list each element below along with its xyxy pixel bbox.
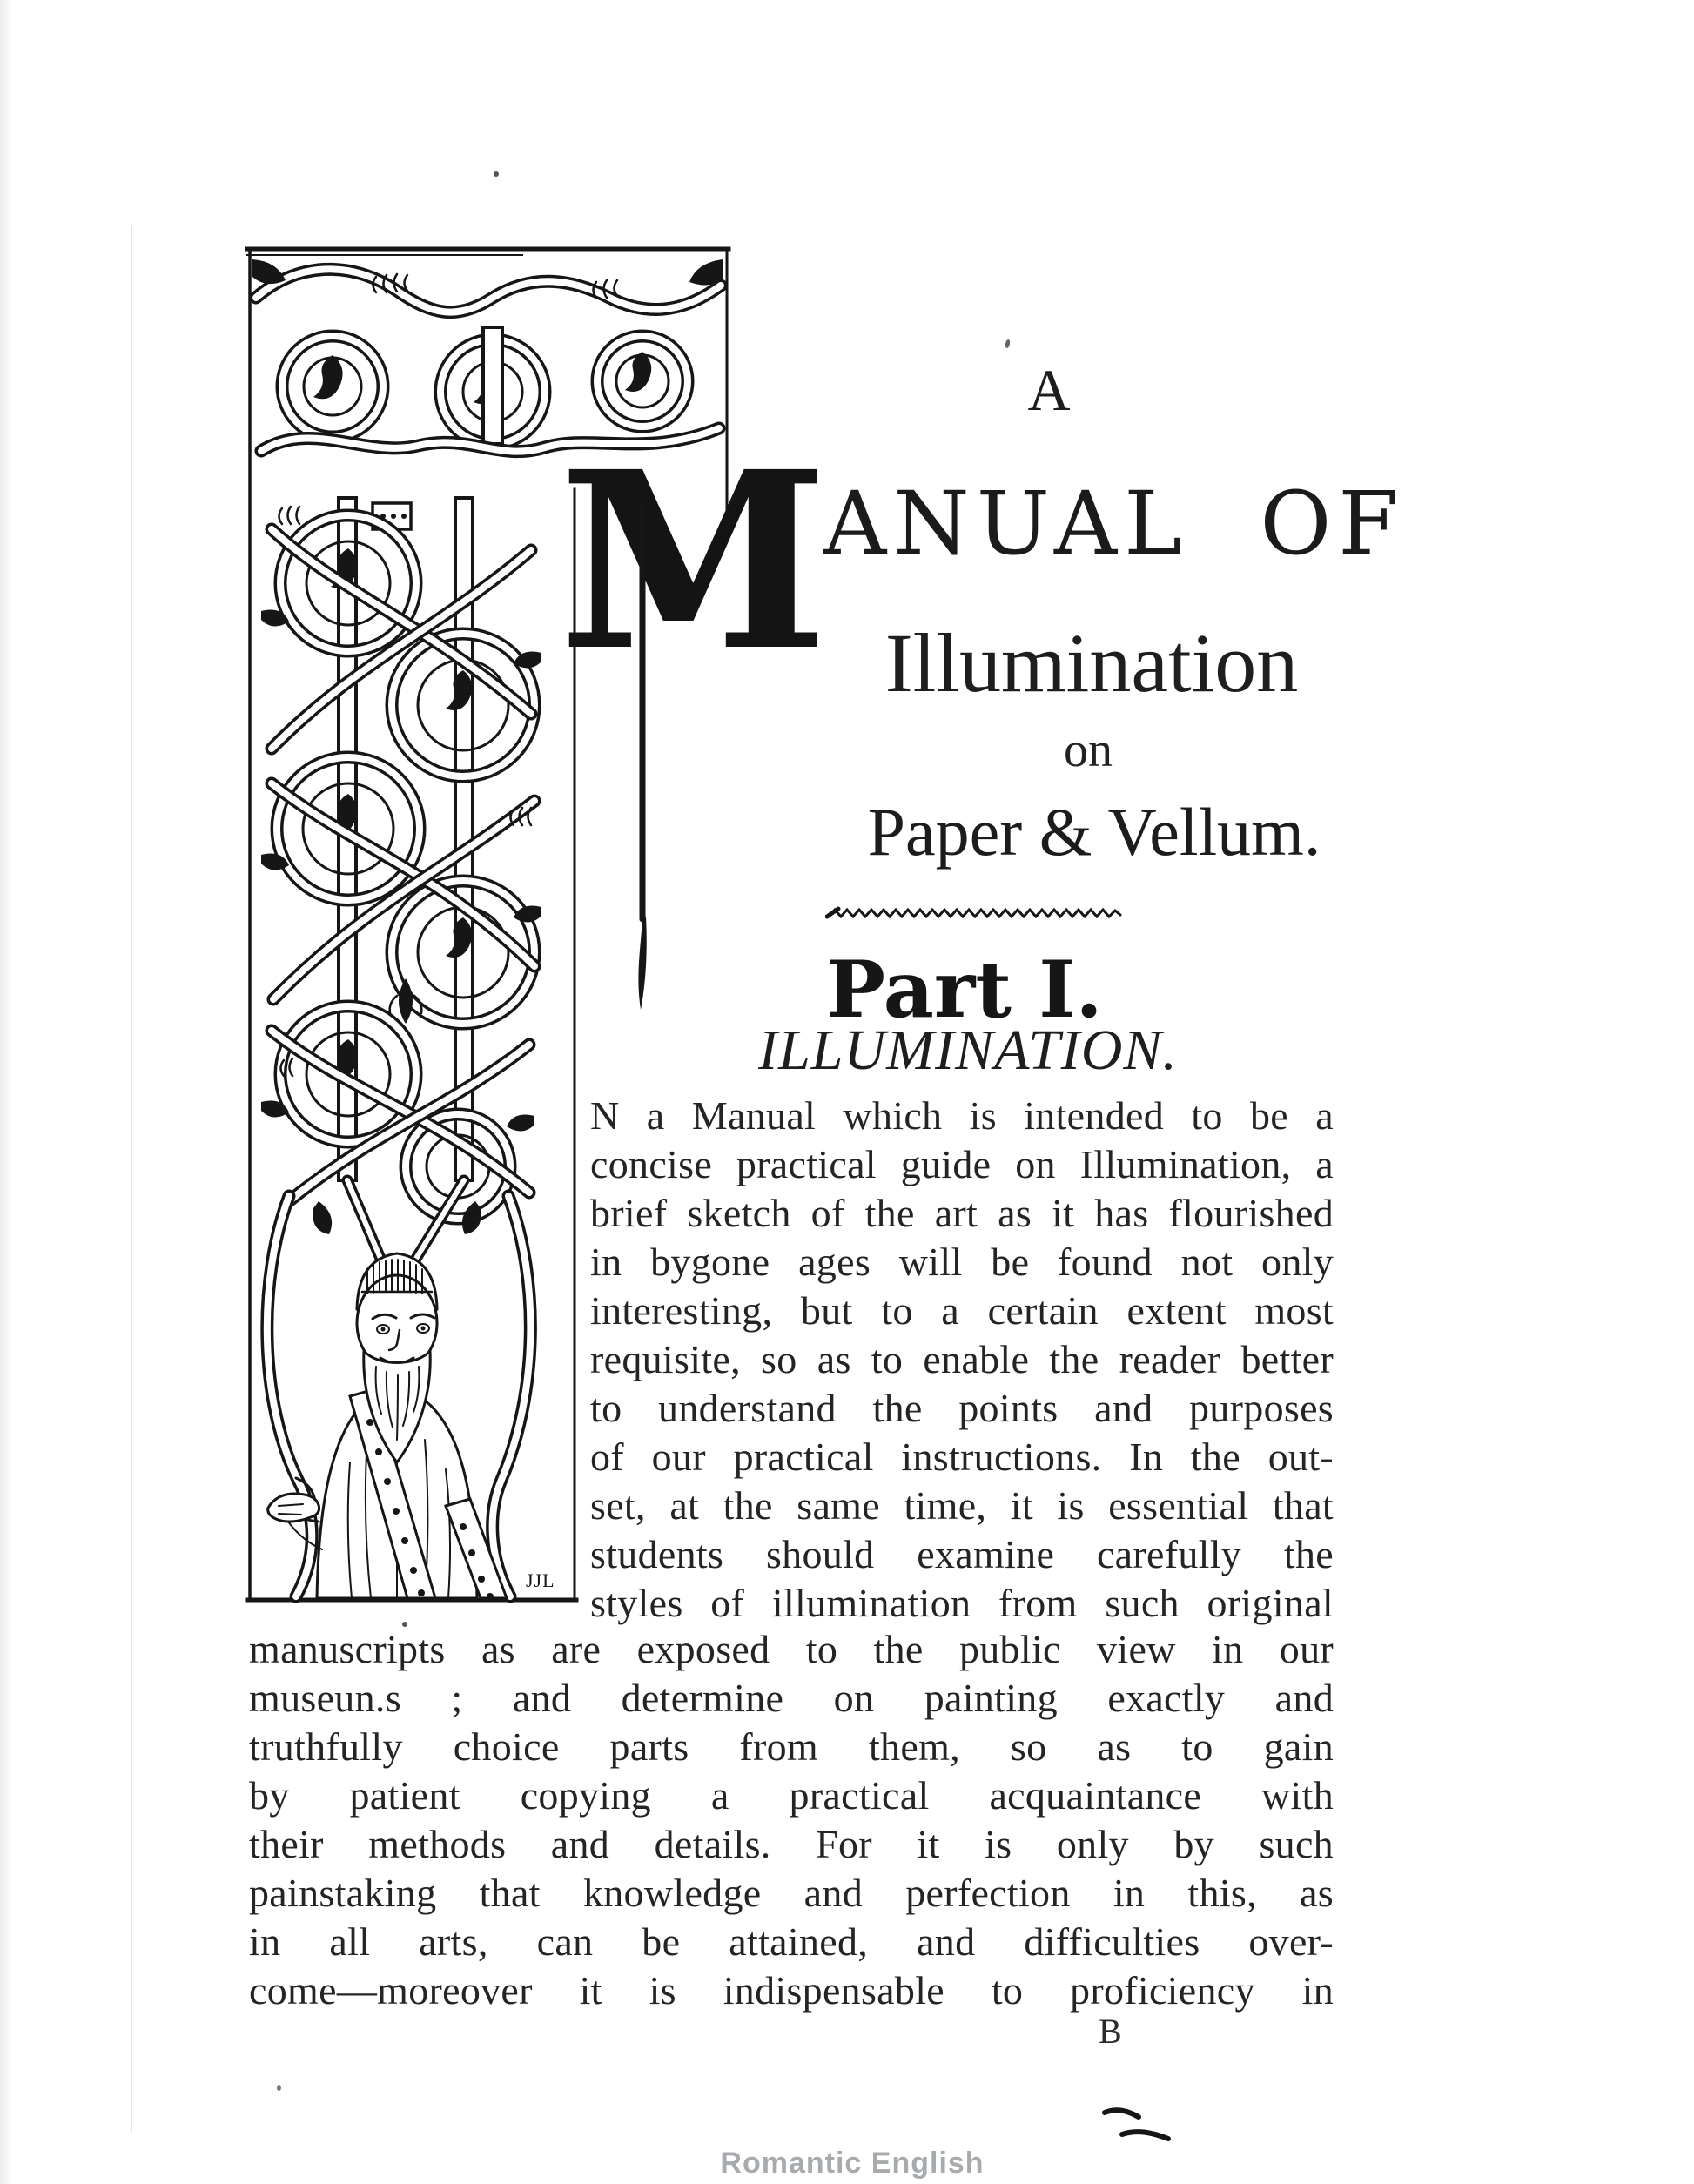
- body-line: in all arts, can be attained, and difficulties over-: [249, 1919, 1334, 1964]
- title-subtitle: Illumination: [884, 616, 1299, 709]
- body-line: styles of illumination from such original: [590, 1581, 1334, 1625]
- squiggle-divider: [825, 905, 1128, 923]
- engraver-monogram: JJL: [526, 1569, 555, 1591]
- ink-speck: [1005, 339, 1011, 349]
- page-fold-line: [131, 226, 132, 2133]
- body-line: in bygone ages will be found not only: [590, 1240, 1334, 1284]
- body-line: manuscripts as are exposed to the public view in our: [249, 1627, 1334, 1671]
- body-line: their methods and details. For it is only by such: [249, 1822, 1334, 1866]
- body-line: by patient copying a practical acquaintance with: [249, 1773, 1334, 1818]
- part-heading: Part I.: [826, 944, 1103, 1036]
- body-line: come—moreover it is indispensable to proficiency in: [249, 1968, 1334, 2013]
- body-line: requisite, so as to enable the reader better: [590, 1337, 1334, 1381]
- body-line: set, at the same time, it is essential that: [590, 1483, 1334, 1528]
- watermark: Romantic English: [720, 2147, 985, 2180]
- body-line: students should examine carefully the: [590, 1532, 1334, 1576]
- body-line: of our practical instructions. In the out-: [590, 1435, 1334, 1479]
- page-edge-shading: [0, 0, 12, 2184]
- pen-marks: [1100, 2105, 1179, 2148]
- body-line: concise practical guide on Illumination, a: [590, 1142, 1334, 1186]
- half-title-a: A: [1027, 357, 1071, 423]
- title-subtitle2: Paper & Vellum.: [867, 794, 1321, 870]
- body-line: interesting, but to a certain extent most: [590, 1288, 1334, 1333]
- body-line: truthfully choice parts from them, so as to gain: [249, 1724, 1334, 1769]
- monk-figure: [267, 1180, 531, 1600]
- monk-hand: [268, 1494, 319, 1522]
- body-line: museun.s ; and determine on painting exactly and: [249, 1676, 1334, 1720]
- ink-speck: [494, 171, 499, 177]
- title-word-rest: ANUAL OF: [823, 473, 1406, 575]
- body-line: N a Manual which is intended to be a: [590, 1093, 1334, 1138]
- border-column-interlace: [261, 498, 541, 1219]
- ink-speck: [277, 2085, 281, 2091]
- body-line: to understand the points and purposes: [590, 1386, 1334, 1430]
- printer-signature-mark: B: [1099, 2012, 1122, 2051]
- illuminated-initial-m: M: [559, 419, 829, 705]
- body-line: painstaking that knowledge and perfection in this, as: [249, 1871, 1334, 1915]
- body-line: brief sketch of the art as it has flourished: [590, 1191, 1334, 1235]
- initial-descender-flourish: [632, 484, 658, 1024]
- title-connector: on: [1064, 723, 1113, 777]
- section-heading: ILLUMINATION.: [758, 1018, 1178, 1082]
